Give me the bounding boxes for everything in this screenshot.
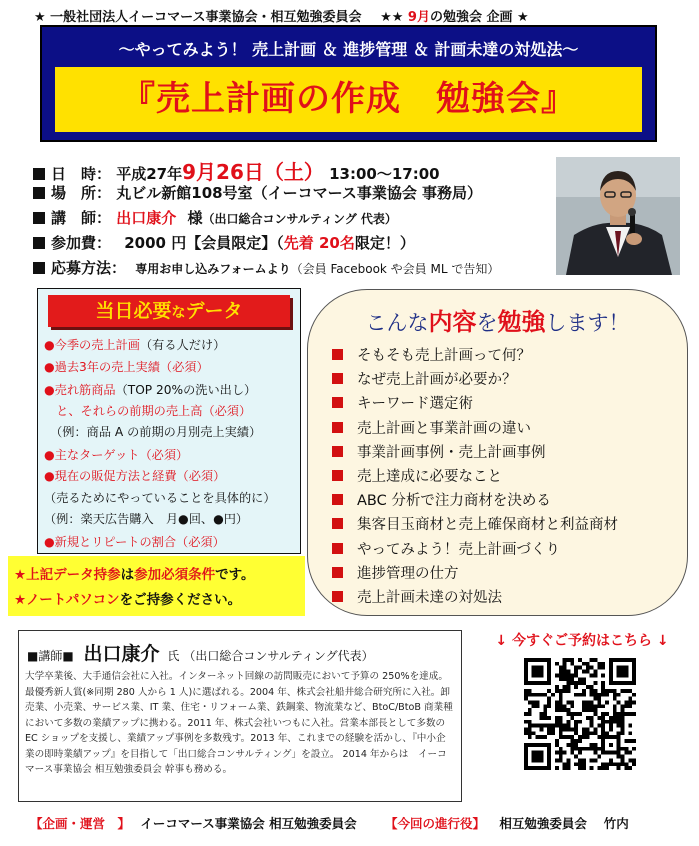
footer-plan-label: 【企画・運営 】 [30,816,131,831]
content-heading-4: 勉強 [497,308,546,336]
footer [30,814,680,832]
red-square-bullet-icon [332,591,343,602]
required-data-item [44,446,188,463]
required-badge: （必須） [139,448,189,462]
required-badge: （必須） [176,535,225,549]
fee-limit: 先着 20名 [283,234,355,252]
info-place [33,182,482,203]
required-data-item [44,381,256,398]
required-data-item-note: （例：商品 A の前期の月別売上実績） [44,425,262,439]
study-content-item [332,513,618,534]
study-content-item [332,538,560,559]
notice-1-mid: は [120,567,135,583]
study-content-item [332,417,531,438]
profile-org: （出口総合コンサルティング代表） [183,649,374,663]
study-content-item-text: 集客目玉商材と売上確保商材と利益商材 [357,517,618,534]
notice-2-end: をご持参ください。 [119,592,242,608]
required-data-item-note: （例：楽天広告購入 月●回、●円） [44,512,249,526]
square-bullet-icon [33,168,45,180]
info-lecturer [33,207,397,228]
required-data-item-note: （TOP 20%の洗い出し） [115,383,257,397]
profile-label: ■講師■ [27,649,74,663]
profile-name: 出口康介 [83,643,160,665]
notice-1-red2: 参加必須条件 [134,567,216,583]
required-data-item-text: ●主なターゲット [44,448,140,462]
apply-note: （会員 Facebook や会員 ML で告知） [290,262,500,276]
header-stars: ★★ [380,10,404,25]
profile-heading [27,639,374,666]
title-banner [40,25,657,142]
footer-host-value: 相互勉強委員会 竹内 [499,816,629,831]
red-square-bullet-icon [332,567,343,578]
place-value: 丸ビル新館108号室 [116,184,253,202]
required-data-item [44,510,248,527]
study-content-item [332,562,459,583]
fee-value: 2000 円【会員限定】 [124,234,277,252]
required-data-heading-1: 当日必要 [95,300,172,322]
required-data-item-text: ●売れ筋商品 [44,383,116,397]
study-content-item-text: なぜ売上計画が必要か？ [357,372,517,389]
study-content-heading [308,302,687,337]
footer-host-label: 【今回の進行役】 [384,816,485,831]
required-data-item [44,533,225,550]
required-badge: （必須） [159,360,209,374]
required-data-heading-3: データ [185,300,243,322]
study-content-item-text: キーワード選定術 [357,396,473,413]
study-content-item [332,441,546,462]
date-era: 平成27年 [116,165,183,183]
required-badge: （必須） [176,469,226,483]
required-data-item [44,467,225,484]
red-square-bullet-icon [332,373,343,384]
profile-text: 大学卒業後、大手通信会社に入社。インターネット回線の訪問販売において予算の 250%を達成。最優秀新人賞(※同期 280 人から 1 人)に選ばれる。2004 年、株式会社船井総合研究所に入社。卸売業、小売業、サービス業、IT 業、住宅・リフォーム業、鉄鋼業、物流業など、BtoC/BtoB 商業種において多数の業績アップに携わる。2011 年、株式会社いつもに入社。営業本部長として多数の EC ショップを支援し、業績アップ事例を多数残す。2013 年、これまでの経験を活かし、『中小企業の即時業績アップ』を目指して「出口総合コンサルティング」を設立。 2014 年からは イーコマース事業協会 相互勉強委員会 幹事も務める。 [25,671,453,775]
top-header-line [34,6,674,25]
date-dow: （土） [263,160,324,184]
lecturer-label: 講 師： [51,209,112,227]
apply-label: 応募方法： [51,259,127,277]
place-note: （イーコマース事業協会 事務局） [252,184,483,202]
content-heading-3: を [476,311,498,335]
required-data-item [44,423,261,440]
red-square-bullet-icon [332,494,343,505]
profile-suffix: 氏 [167,649,180,663]
banner-title: 『売上計画の作成 勉強会』 [55,67,642,132]
required-data-item [44,358,209,375]
red-square-bullet-icon [332,446,343,457]
study-content-item [332,392,473,413]
red-square-bullet-icon [332,543,343,554]
study-content-item [332,344,531,365]
place-label: 場 所： [51,184,112,202]
qr-code-icon[interactable] [524,658,636,770]
info-fee [33,232,415,253]
red-square-bullet-icon [332,422,343,433]
study-content-item [332,586,502,607]
red-square-bullet-icon [332,397,343,408]
reserve-link-label: ↓ 今すぐご予約はこちら ↓ [495,633,669,649]
notice-1-red: 上記データ持参 [26,567,121,583]
red-square-bullet-icon [332,470,343,481]
required-data-item-text: ●過去3年の売上実績 [44,360,160,374]
info-apply [33,257,499,278]
banner-subtitle: 〜やってみよう！ 売上計画 ＆ 進捗管理 ＆ 計画未達の対処法〜 [118,40,579,59]
lecturer-honor: 様 [187,209,203,227]
study-content-item-text: ABC 分析で注力商材を決める [357,493,551,510]
info-date [33,156,440,185]
study-content-item [332,489,551,510]
required-data-item-text: ●今季の売上計画 [44,338,140,352]
lecturer-name: 出口康介 [116,209,177,227]
required-data-item-text: ●新規とリピートの割合 [44,535,177,549]
lecturer-photo [556,157,680,275]
required-data-item [44,489,276,506]
header-org: ★ 一般社団法人イーコマース事業協会・相互勉強委員会 [34,10,362,25]
fee-limit-open: （ [276,234,284,252]
study-content-item [332,368,517,389]
required-data-box [37,288,301,554]
red-square-bullet-icon [332,518,343,529]
notice-1-end: です。 [215,567,255,583]
study-content-item [332,465,502,486]
fee-label: 参加費： [51,234,112,252]
required-badge: （必須） [202,404,252,418]
study-content-item-text: 売上計画と事業計画の違い [357,420,531,437]
study-content-item-text: 事業計画事例・売上計画事例 [357,444,546,461]
study-content-box [307,289,688,616]
header-month: 9月 [407,10,430,25]
date-main: 9月26日 [182,160,264,184]
required-data-item-note: （有る人だけ） [139,338,226,352]
square-bullet-icon [33,262,45,274]
apply-value: 専用お申し込みフォームより [135,262,291,276]
date-label: 日 時： [51,165,112,183]
content-heading-5: します！ [545,311,630,335]
content-heading-1: こんな [365,311,429,335]
header-plan: の勉強会 企画 ★ [429,10,529,25]
requirements-notice [8,556,305,616]
required-data-item [44,402,251,419]
star-icon: ★ [14,567,27,583]
content-heading-2: 内容 [428,308,477,336]
study-content-item-text: 売上計画未達の対処法 [357,590,502,606]
study-content-item-text: やってみよう！売上計画づくり [357,541,560,558]
study-content-item-text: 売上達成に必要なこと [357,469,502,485]
required-data-heading-2: な [171,305,186,321]
notice-2-red: ノートパソコン [26,592,120,608]
notice-line-1 [14,563,255,583]
lecturer-note: （出口総合コンサルティング 代表） [202,212,397,226]
red-square-bullet-icon [332,349,343,360]
notice-line-2 [14,588,241,608]
date-time: 13:00〜17:00 [329,165,440,183]
star-icon: ★ [14,592,27,608]
required-data-item-text: ●現在の販促方法と経費 [44,469,177,483]
square-bullet-icon [33,187,45,199]
study-content-item-text: 進捗管理の仕方 [357,565,459,582]
required-data-item-text: と、それらの前期の売上高 [44,404,203,418]
study-content-item-text: そもそも売上計画って何？ [357,348,531,364]
required-data-item-note: （売るためにやっていることを具体的に） [44,491,276,505]
fee-limit-close: 限定！） [354,234,415,252]
footer-plan-value: イーコマース事業協会 相互勉強委員会 [140,816,357,831]
required-data-heading [48,295,290,327]
square-bullet-icon [33,212,45,224]
lecturer-profile-box [18,630,462,802]
square-bullet-icon [33,237,45,249]
lecturer-photo-image [556,157,680,275]
required-data-item [44,336,225,353]
